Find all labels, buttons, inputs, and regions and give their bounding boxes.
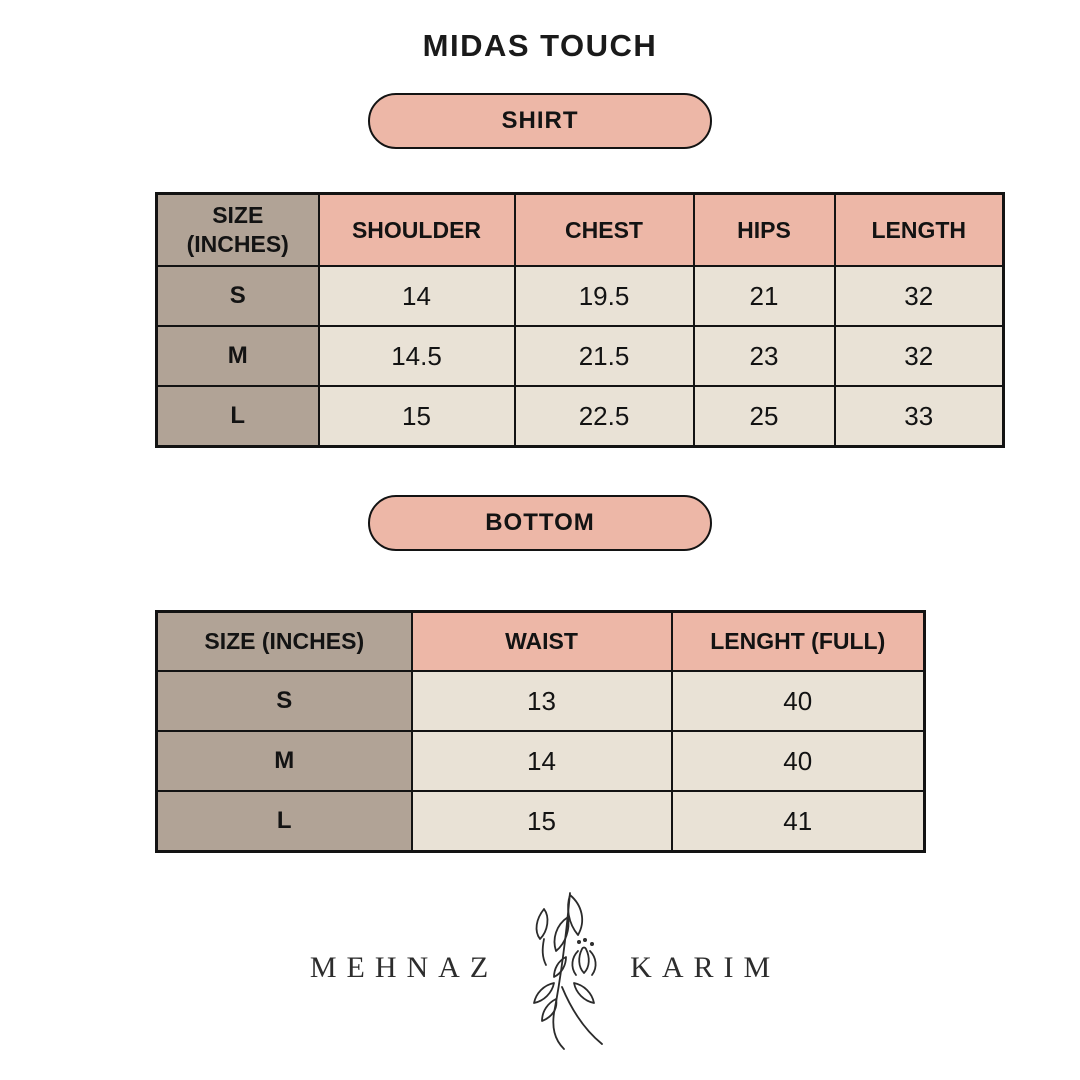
value-cell: 21.5 — [515, 326, 694, 386]
value-cell: 32 — [835, 326, 1004, 386]
brand-name-left: MEHNAZ — [309, 951, 499, 984]
shirt-size-table — [155, 192, 1005, 448]
value-cell: 14 — [319, 266, 515, 326]
size-cell: M — [157, 731, 412, 791]
value-cell: 15 — [319, 386, 515, 447]
value-cell: 14 — [412, 731, 672, 791]
value-cell: 19.5 — [515, 266, 694, 326]
shirt-row-s — [157, 266, 1004, 326]
value-cell: 14.5 — [319, 326, 515, 386]
shirt-header-length: LENGTH — [835, 194, 1004, 267]
value-cell: 32 — [835, 266, 1004, 326]
bottom-header-length: LENGHT (FULL) — [672, 612, 925, 672]
size-cell: S — [157, 671, 412, 731]
bottom-badge-label: BOTTOM — [485, 509, 595, 536]
bottom-header-size: SIZE (INCHES) — [157, 612, 412, 672]
size-cell: L — [157, 791, 412, 852]
value-cell: 41 — [672, 791, 925, 852]
value-cell: 33 — [835, 386, 1004, 447]
bottom-size-table — [155, 610, 926, 853]
value-cell: 15 — [412, 791, 672, 852]
product-title: MIDAS TOUCH — [422, 28, 658, 63]
value-cell: 40 — [672, 671, 925, 731]
value-cell: 13 — [412, 671, 672, 731]
shirt-header-row — [157, 194, 1004, 267]
brand-logo — [0, 882, 1080, 1054]
bottom-header-waist: WAIST — [412, 612, 672, 672]
value-cell: 22.5 — [515, 386, 694, 447]
value-cell: 40 — [672, 731, 925, 791]
shirt-badge — [368, 93, 712, 149]
shirt-badge-label: SHIRT — [501, 107, 579, 134]
bottom-badge — [368, 495, 712, 551]
shirt-header-chest: CHEST — [515, 194, 694, 267]
value-cell: 23 — [694, 326, 835, 386]
bottom-row-l — [157, 791, 925, 852]
brand-name-right: KARIM — [630, 951, 781, 984]
shirt-header-hips: HIPS — [694, 194, 835, 267]
bottom-row-m — [157, 731, 925, 791]
bottom-header-row — [157, 612, 925, 672]
size-cell: S — [157, 266, 319, 326]
shirt-header-size: SIZE (INCHES) — [157, 194, 319, 267]
value-cell: 25 — [694, 386, 835, 447]
shirt-header-shoulder: SHOULDER — [319, 194, 515, 267]
size-cell: L — [157, 386, 319, 447]
bottom-row-s — [157, 671, 925, 731]
shirt-row-l — [157, 386, 1004, 447]
value-cell: 21 — [694, 266, 835, 326]
shirt-row-m — [157, 326, 1004, 386]
size-cell: M — [157, 326, 319, 386]
floral-sprig-icon — [508, 887, 620, 1053]
